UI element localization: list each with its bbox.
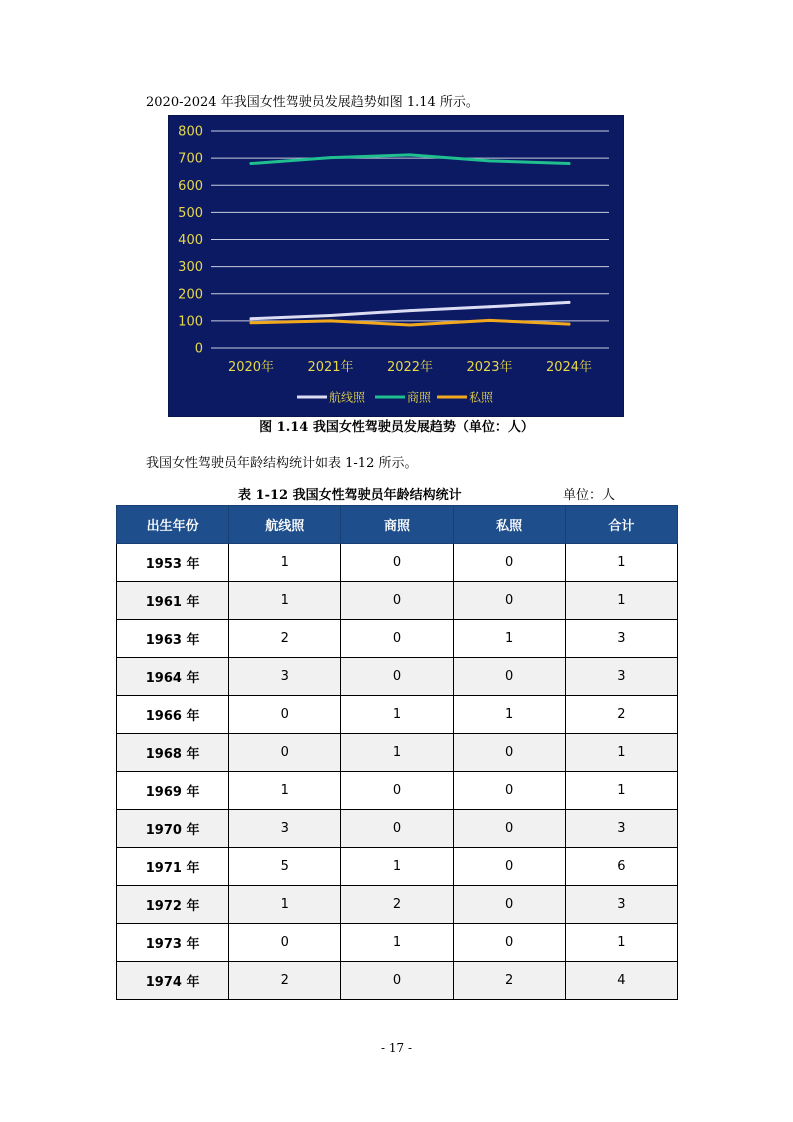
cell-airline: 1 xyxy=(229,582,341,620)
cell-airline: 0 xyxy=(229,734,341,772)
header-commercial-license: 商照 xyxy=(341,506,453,544)
cell-commercial: 0 xyxy=(341,772,453,810)
y-tick-label: 800 xyxy=(178,124,203,140)
cell-private: 0 xyxy=(453,924,565,962)
cell-private: 0 xyxy=(453,848,565,886)
cell-birth-year: 1953 年 xyxy=(117,544,229,582)
cell-airline: 1 xyxy=(229,772,341,810)
cell-commercial: 0 xyxy=(341,620,453,658)
intro-paragraph: 2020-2024 年我国女性驾驶员发展趋势如图 1.14 所示。 xyxy=(146,95,479,110)
cell-birth-year: 1970 年 xyxy=(117,810,229,848)
table-row xyxy=(117,544,678,582)
cell-airline: 3 xyxy=(229,658,341,696)
cell-commercial: 1 xyxy=(341,734,453,772)
cell-birth-year: 1974 年 xyxy=(117,962,229,1000)
cell-commercial: 0 xyxy=(341,544,453,582)
y-tick-label: 400 xyxy=(178,233,203,248)
cell-airline: 0 xyxy=(229,924,341,962)
trend-chart xyxy=(168,115,624,417)
cell-total: 3 xyxy=(565,658,677,696)
cell-airline: 1 xyxy=(229,544,341,582)
y-tick-label: 200 xyxy=(178,287,203,303)
cell-commercial: 1 xyxy=(341,924,453,962)
cell-commercial: 0 xyxy=(341,962,453,1000)
table-row xyxy=(117,696,678,734)
cell-airline: 1 xyxy=(229,886,341,924)
table-row xyxy=(117,582,678,620)
legend-label: 航线照 xyxy=(329,390,366,405)
trend-chart-svg xyxy=(169,116,623,416)
cell-private: 0 xyxy=(453,772,565,810)
data-point xyxy=(329,319,332,322)
cell-birth-year: 1973 年 xyxy=(117,924,229,962)
table-row xyxy=(117,772,678,810)
y-tick-label: 500 xyxy=(178,205,203,221)
data-point xyxy=(488,319,491,322)
cell-total: 1 xyxy=(565,544,677,582)
table-row xyxy=(117,810,678,848)
cell-total: 4 xyxy=(565,962,677,1000)
header-airline-license: 航线照 xyxy=(229,506,341,544)
data-point xyxy=(568,323,571,326)
data-point xyxy=(488,159,491,162)
data-point xyxy=(568,162,571,165)
cell-birth-year: 1963 年 xyxy=(117,620,229,658)
x-tick-label: 2023年 xyxy=(466,360,513,375)
cell-airline: 0 xyxy=(229,696,341,734)
cell-birth-year: 1968 年 xyxy=(117,734,229,772)
cell-birth-year: 1969 年 xyxy=(117,772,229,810)
data-point xyxy=(409,323,412,326)
x-tick-label: 2024年 xyxy=(545,360,593,375)
cell-private: 0 xyxy=(453,582,565,620)
cell-airline: 2 xyxy=(229,620,341,658)
cell-birth-year: 1972 年 xyxy=(117,886,229,924)
y-tick-label: 100 xyxy=(178,314,203,330)
y-tick-label: 300 xyxy=(178,260,203,276)
table-header-row xyxy=(117,506,678,544)
cell-birth-year: 1971 年 xyxy=(117,848,229,886)
cell-private: 0 xyxy=(453,734,565,772)
data-point xyxy=(409,309,412,312)
cell-commercial: 0 xyxy=(341,582,453,620)
cell-total: 3 xyxy=(565,620,677,658)
data-point xyxy=(250,321,253,324)
cell-total: 2 xyxy=(565,696,677,734)
cell-private: 0 xyxy=(453,658,565,696)
y-tick-label: 0 xyxy=(194,341,203,357)
data-point xyxy=(250,162,253,165)
table-intro-paragraph: 我国女性驾驶员年龄结构统计如表 1-12 所示。 xyxy=(146,456,418,471)
cell-airline: 5 xyxy=(229,848,341,886)
cell-total: 3 xyxy=(565,810,677,848)
table-row xyxy=(117,924,678,962)
data-point xyxy=(329,156,332,159)
table-row xyxy=(117,886,678,924)
cell-total: 1 xyxy=(565,924,677,962)
header-private-license: 私照 xyxy=(453,506,565,544)
data-point xyxy=(329,314,332,317)
y-tick-label: 700 xyxy=(178,151,203,167)
age-structure-table xyxy=(116,505,678,1000)
cell-airline: 3 xyxy=(229,810,341,848)
table-row xyxy=(117,658,678,696)
cell-total: 6 xyxy=(565,848,677,886)
cell-commercial: 2 xyxy=(341,886,453,924)
legend-label: 商照 xyxy=(407,390,432,405)
cell-commercial: 0 xyxy=(341,810,453,848)
cell-private: 1 xyxy=(453,620,565,658)
table-row xyxy=(117,962,678,1000)
cell-total: 1 xyxy=(565,582,677,620)
cell-private: 1 xyxy=(453,696,565,734)
cell-commercial: 1 xyxy=(341,848,453,886)
table-row xyxy=(117,734,678,772)
cell-private: 2 xyxy=(453,962,565,1000)
cell-private: 0 xyxy=(453,886,565,924)
cell-total: 1 xyxy=(565,734,677,772)
cell-birth-year: 1966 年 xyxy=(117,696,229,734)
x-tick-label: 2021年 xyxy=(307,360,354,375)
header-total: 合计 xyxy=(565,506,677,544)
x-tick-label: 2020年 xyxy=(227,360,275,375)
table-unit: 单位：人 xyxy=(563,488,616,503)
page-number: - 17 - xyxy=(380,1041,412,1055)
cell-commercial: 1 xyxy=(341,696,453,734)
x-tick-label: 2022年 xyxy=(386,360,434,375)
header-birth-year: 出生年份 xyxy=(117,506,229,544)
legend-label: 私照 xyxy=(469,390,494,405)
data-point xyxy=(568,301,571,304)
cell-total: 1 xyxy=(565,772,677,810)
cell-birth-year: 1961 年 xyxy=(117,582,229,620)
data-point xyxy=(488,305,491,308)
cell-airline: 2 xyxy=(229,962,341,1000)
table-row xyxy=(117,620,678,658)
cell-private: 0 xyxy=(453,544,565,582)
table-title: 表 1-12 我国女性驾驶员年龄结构统计 xyxy=(238,488,462,503)
table-row xyxy=(117,848,678,886)
data-point xyxy=(250,317,253,320)
figure-caption: 图 1.14 我国女性驾驶员发展趋势（单位：人） xyxy=(259,420,534,435)
data-point xyxy=(409,153,412,156)
cell-commercial: 0 xyxy=(341,658,453,696)
cell-birth-year: 1964 年 xyxy=(117,658,229,696)
cell-private: 0 xyxy=(453,810,565,848)
cell-total: 3 xyxy=(565,886,677,924)
y-tick-label: 600 xyxy=(178,178,203,194)
